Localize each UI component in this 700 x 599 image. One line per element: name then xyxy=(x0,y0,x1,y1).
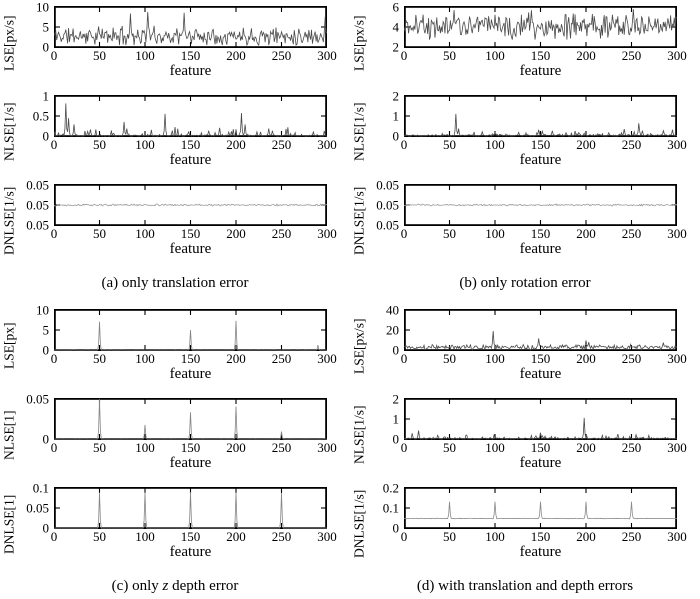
line-plot xyxy=(404,184,677,226)
data-line xyxy=(54,492,327,528)
caption-text: (d) with translation and depth errors xyxy=(416,578,634,594)
caption-text: (b) only rotation error xyxy=(459,275,591,291)
x-tick-label: 300 xyxy=(667,440,687,455)
line-plot xyxy=(404,6,677,48)
y-tick-label: 2 xyxy=(392,39,399,55)
y-axis-label: NLSE[1/s] xyxy=(351,102,367,162)
plot-area xyxy=(54,309,327,351)
x-axis-label: feature xyxy=(519,455,562,471)
x-axis-label: feature xyxy=(169,63,212,79)
plot-area xyxy=(54,6,327,48)
x-tick-label: 0 xyxy=(50,529,58,544)
y-tick-label: 0.5 xyxy=(32,108,49,124)
y-tick-label: 1 xyxy=(392,108,399,124)
subplot-b-nlse xyxy=(350,88,700,169)
y-tick-label: 0.05 xyxy=(26,177,49,193)
line-plot xyxy=(404,487,677,529)
x-tick-label: 50 xyxy=(93,440,106,455)
y-tick-labels xyxy=(18,391,54,447)
x-tick-label: 100 xyxy=(135,48,155,63)
subplot-a-lse xyxy=(0,0,350,80)
x-axis-label: feature xyxy=(519,152,562,168)
x-tick-label: 300 xyxy=(667,48,687,63)
x-axis-label: feature xyxy=(169,455,212,471)
x-tick-label: 100 xyxy=(485,529,505,544)
subplot-c-nlse xyxy=(0,391,350,472)
y-tick-labels xyxy=(18,0,54,55)
x-tick-label: 100 xyxy=(485,226,505,241)
caption-text: (a) only translation error xyxy=(101,275,249,291)
x-tick-label: 150 xyxy=(530,226,551,241)
y-axis-label: NLSE[1/s] xyxy=(351,405,367,465)
y-tick-labels xyxy=(368,88,404,144)
plot-box xyxy=(405,488,676,528)
x-tick-label: 0 xyxy=(400,48,408,63)
x-tick-label: 0 xyxy=(400,529,408,544)
data-line xyxy=(54,204,327,206)
subplot-a-dnlse xyxy=(0,177,350,258)
x-tick-label: 50 xyxy=(443,351,456,366)
x-tick-label: 0 xyxy=(50,48,58,63)
x-tick-label: 300 xyxy=(667,529,687,544)
x-tick-label: 150 xyxy=(180,351,201,366)
plot-area xyxy=(54,398,327,440)
x-axis-label: feature xyxy=(169,241,212,257)
plot-area xyxy=(54,95,327,137)
x-tick-label: 50 xyxy=(93,137,106,152)
x-tick-label: 300 xyxy=(667,351,687,366)
y-tick-label: 5 xyxy=(42,19,49,35)
x-tick-label: 100 xyxy=(135,529,155,544)
y-tick-label: 10 xyxy=(36,0,49,15)
x-tick-label: 150 xyxy=(530,529,551,544)
y-tick-labels xyxy=(18,177,54,233)
x-tick-labels xyxy=(50,48,337,63)
y-axis-label: DNLSE[1] xyxy=(1,494,17,554)
caption-emphasis: z xyxy=(162,578,169,594)
subplot-d-lse xyxy=(350,302,700,383)
y-tick-label: 1 xyxy=(42,88,49,104)
y-tick-label: 2 xyxy=(392,391,399,407)
y-axis-label: DNLSE[1/s] xyxy=(351,489,367,559)
x-tick-label: 300 xyxy=(317,440,337,455)
y-tick-label: 0 xyxy=(42,39,49,55)
x-tick-label: 150 xyxy=(180,226,201,241)
data-line xyxy=(54,399,327,439)
x-tick-label: 50 xyxy=(443,226,456,241)
x-tick-label: 50 xyxy=(93,351,106,366)
x-tick-label: 200 xyxy=(226,226,246,241)
caption-a xyxy=(0,273,350,293)
x-tick-label: 0 xyxy=(50,440,58,455)
x-tick-labels xyxy=(400,48,687,63)
x-tick-label: 100 xyxy=(485,137,505,152)
x-tick-label: 250 xyxy=(621,137,642,152)
subplot-c-lse xyxy=(0,302,350,383)
x-tick-label: 250 xyxy=(621,48,642,63)
x-axis-label: feature xyxy=(169,152,212,168)
x-tick-label: 200 xyxy=(226,529,246,544)
x-tick-label: 0 xyxy=(400,440,408,455)
y-tick-labels xyxy=(368,480,404,536)
y-tick-label: 2 xyxy=(392,88,399,104)
caption-c xyxy=(0,576,350,596)
x-tick-label: 50 xyxy=(93,529,106,544)
x-tick-label: 200 xyxy=(226,440,246,455)
x-tick-label: 150 xyxy=(180,440,201,455)
line-plot xyxy=(54,487,327,529)
x-axis-label: feature xyxy=(169,544,212,560)
x-tick-label: 300 xyxy=(317,226,337,241)
caption-text: (c) only xyxy=(111,578,163,594)
y-tick-label: 1 xyxy=(392,411,399,427)
x-tick-label: 200 xyxy=(576,529,596,544)
y-axis-label: LSE[px/s] xyxy=(351,15,367,71)
y-tick-label: 40 xyxy=(386,302,399,318)
y-tick-label: 0.05 xyxy=(376,217,399,233)
x-tick-label: 150 xyxy=(180,529,201,544)
y-tick-label: 0.05 xyxy=(26,500,49,516)
x-tick-label: 100 xyxy=(135,137,155,152)
subplot-b-lse xyxy=(350,0,700,80)
x-tick-label: 150 xyxy=(530,351,551,366)
x-axis-label: feature xyxy=(519,63,562,79)
y-axis-label: LSE[px/s] xyxy=(351,318,367,374)
subplot-b-dnlse xyxy=(350,177,700,258)
x-tick-label: 300 xyxy=(667,137,687,152)
y-tick-label: 0 xyxy=(42,431,49,447)
x-tick-label: 50 xyxy=(93,48,106,63)
y-tick-labels xyxy=(18,88,54,144)
y-axis-label: NLSE[1] xyxy=(1,410,17,460)
x-tick-labels xyxy=(50,226,337,241)
y-axis-label: NLSE[1/s] xyxy=(1,102,17,162)
subplot-c-dnlse xyxy=(0,480,350,561)
x-tick-label: 250 xyxy=(271,440,292,455)
x-tick-labels xyxy=(400,351,687,366)
y-tick-label: 0 xyxy=(42,342,49,358)
x-tick-labels xyxy=(400,226,687,241)
y-tick-labels xyxy=(368,302,404,358)
x-tick-label: 250 xyxy=(621,226,642,241)
x-tick-label: 250 xyxy=(271,529,292,544)
y-tick-label: 0.1 xyxy=(382,500,399,516)
x-tick-label: 0 xyxy=(50,226,58,241)
y-tick-labels xyxy=(368,391,404,447)
panel-c xyxy=(0,296,350,599)
y-tick-label: 0.05 xyxy=(26,197,49,213)
y-tick-labels xyxy=(368,177,404,233)
x-tick-label: 200 xyxy=(226,137,246,152)
data-line xyxy=(404,204,677,206)
y-tick-label: 0 xyxy=(42,520,49,536)
caption-d xyxy=(350,576,700,596)
x-tick-label: 300 xyxy=(317,351,337,366)
x-tick-label: 50 xyxy=(93,226,106,241)
x-tick-labels xyxy=(50,137,337,152)
x-tick-labels xyxy=(400,529,687,544)
x-tick-label: 250 xyxy=(621,351,642,366)
y-axis-label: DNLSE[1/s] xyxy=(351,186,367,256)
x-axis-label: feature xyxy=(169,366,212,382)
y-tick-label: 10 xyxy=(36,302,49,318)
x-axis-label: feature xyxy=(519,241,562,257)
x-tick-label: 100 xyxy=(135,351,155,366)
x-tick-label: 200 xyxy=(576,48,596,63)
data-line xyxy=(54,12,327,45)
x-tick-label: 0 xyxy=(400,351,408,366)
x-tick-label: 150 xyxy=(180,137,201,152)
x-tick-label: 200 xyxy=(226,351,246,366)
y-tick-label: 0 xyxy=(392,342,399,358)
x-tick-label: 250 xyxy=(621,529,642,544)
x-tick-labels xyxy=(50,440,337,455)
subplot-d-dnlse xyxy=(350,480,700,561)
x-tick-labels xyxy=(50,529,337,544)
y-axis-label: DNLSE[1/s] xyxy=(1,186,17,256)
y-axis-label: LSE[px] xyxy=(1,322,17,370)
y-tick-label: 0.1 xyxy=(32,480,49,496)
y-tick-label: 5 xyxy=(42,322,49,338)
y-tick-label: 0 xyxy=(42,128,49,144)
x-tick-label: 150 xyxy=(530,137,551,152)
plot-box xyxy=(405,96,676,136)
y-tick-label: 0 xyxy=(392,128,399,144)
line-plot xyxy=(404,398,677,440)
x-tick-label: 100 xyxy=(485,48,505,63)
x-tick-labels xyxy=(50,351,337,366)
subplot-a-nlse xyxy=(0,88,350,169)
x-tick-label: 200 xyxy=(576,351,596,366)
x-tick-label: 300 xyxy=(317,529,337,544)
x-tick-label: 250 xyxy=(271,48,292,63)
x-tick-label: 300 xyxy=(317,48,337,63)
x-tick-label: 100 xyxy=(135,226,155,241)
plot-area xyxy=(54,184,327,226)
y-tick-label: 0 xyxy=(392,520,399,536)
x-tick-label: 50 xyxy=(443,529,456,544)
plot-area xyxy=(404,487,677,529)
y-tick-label: 0.05 xyxy=(26,217,49,233)
x-tick-label: 0 xyxy=(50,351,58,366)
plot-area xyxy=(404,95,677,137)
x-tick-label: 50 xyxy=(443,440,456,455)
line-plot xyxy=(54,309,327,351)
x-tick-label: 150 xyxy=(530,440,551,455)
caption-b xyxy=(350,273,700,293)
y-tick-labels xyxy=(368,0,404,55)
y-tick-label: 6 xyxy=(392,0,399,15)
y-tick-label: 20 xyxy=(386,322,399,338)
x-tick-label: 250 xyxy=(271,351,292,366)
data-line xyxy=(404,9,677,39)
x-tick-label: 300 xyxy=(667,226,687,241)
plot-area xyxy=(404,184,677,226)
line-plot xyxy=(404,309,677,351)
y-tick-label: 0.05 xyxy=(26,391,49,407)
plot-area xyxy=(404,309,677,351)
y-tick-labels xyxy=(18,480,54,536)
x-tick-labels xyxy=(400,440,687,455)
y-axis-label: LSE[px/s] xyxy=(1,15,17,71)
subplot-d-nlse xyxy=(350,391,700,472)
x-tick-label: 250 xyxy=(621,440,642,455)
line-plot xyxy=(54,6,327,48)
caption-text: depth error xyxy=(168,578,239,594)
line-plot xyxy=(54,398,327,440)
plot-area xyxy=(404,398,677,440)
x-tick-label: 300 xyxy=(317,137,337,152)
x-tick-label: 250 xyxy=(271,137,292,152)
line-plot xyxy=(54,95,327,137)
x-tick-label: 0 xyxy=(400,137,408,152)
x-tick-label: 150 xyxy=(180,48,201,63)
x-tick-label: 100 xyxy=(485,351,505,366)
plot-area xyxy=(54,487,327,529)
y-tick-label: 0.2 xyxy=(382,480,399,496)
x-tick-label: 200 xyxy=(576,226,596,241)
panel-b xyxy=(350,0,700,296)
y-tick-label: 0.05 xyxy=(376,197,399,213)
x-tick-label: 150 xyxy=(530,48,551,63)
panel-d xyxy=(350,296,700,599)
x-tick-label: 100 xyxy=(485,440,505,455)
plot-area xyxy=(404,6,677,48)
x-tick-label: 250 xyxy=(271,226,292,241)
x-axis-label: feature xyxy=(519,544,562,560)
x-tick-label: 0 xyxy=(50,137,58,152)
x-axis-label: feature xyxy=(519,366,562,382)
x-tick-label: 50 xyxy=(443,48,456,63)
y-tick-label: 0.05 xyxy=(376,177,399,193)
x-tick-label: 200 xyxy=(576,137,596,152)
x-tick-label: 200 xyxy=(576,440,596,455)
data-line xyxy=(404,502,677,519)
line-plot xyxy=(404,95,677,137)
y-tick-labels xyxy=(18,302,54,358)
plot-box xyxy=(405,310,676,350)
x-tick-label: 100 xyxy=(135,440,155,455)
panel-a xyxy=(0,0,350,296)
x-tick-label: 0 xyxy=(400,226,408,241)
line-plot xyxy=(54,184,327,226)
y-tick-label: 0 xyxy=(392,431,399,447)
x-tick-label: 50 xyxy=(443,137,456,152)
x-tick-labels xyxy=(400,137,687,152)
y-tick-label: 4 xyxy=(392,19,399,35)
x-tick-label: 200 xyxy=(226,48,246,63)
